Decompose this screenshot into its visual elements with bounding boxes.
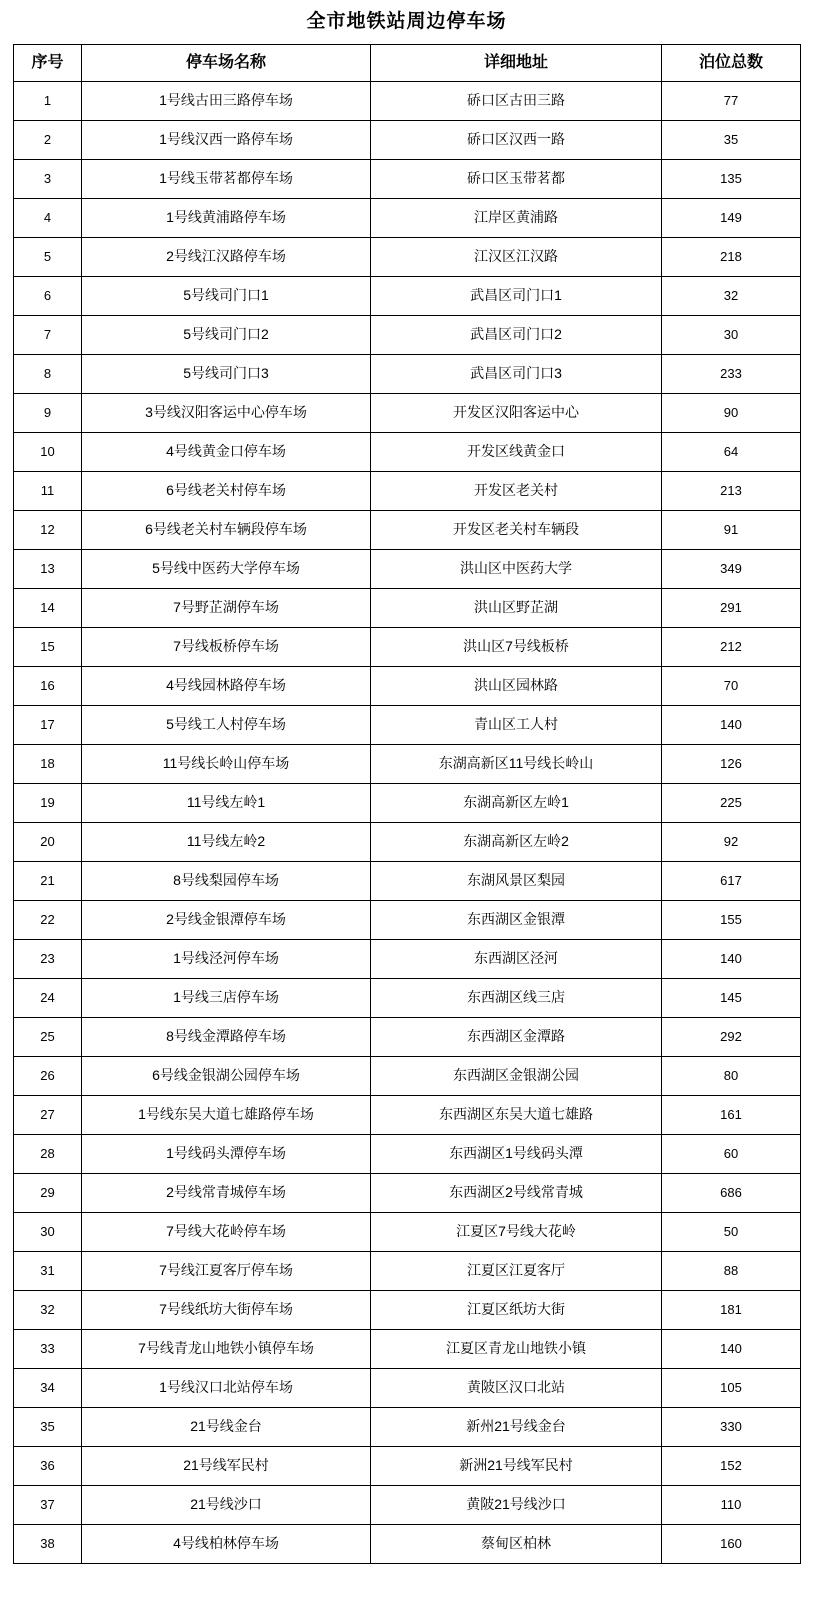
cell-total: 617 [662, 861, 801, 900]
cell-total: 155 [662, 900, 801, 939]
cell-address: 洪山区园林路 [371, 666, 662, 705]
cell-address: 江夏区7号线大花岭 [371, 1212, 662, 1251]
cell-index: 36 [14, 1446, 82, 1485]
cell-index: 35 [14, 1407, 82, 1446]
cell-address: 东西湖区金银湖公园 [371, 1056, 662, 1095]
table-row [14, 432, 801, 471]
cell-total: 686 [662, 1173, 801, 1212]
cell-address: 东湖高新区左岭1 [371, 783, 662, 822]
cell-name: 11号线长岭山停车场 [82, 744, 371, 783]
table-row [14, 1095, 801, 1134]
cell-name: 5号线司门口2 [82, 315, 371, 354]
cell-total: 77 [662, 81, 801, 120]
column-header-name: 停车场名称 [82, 44, 371, 81]
cell-name: 5号线司门口3 [82, 354, 371, 393]
cell-index: 9 [14, 393, 82, 432]
cell-index: 10 [14, 432, 82, 471]
cell-total: 161 [662, 1095, 801, 1134]
cell-total: 110 [662, 1485, 801, 1524]
cell-address: 武昌区司门口1 [371, 276, 662, 315]
table-row [14, 81, 801, 120]
cell-total: 32 [662, 276, 801, 315]
cell-total: 50 [662, 1212, 801, 1251]
table-row [14, 1290, 801, 1329]
table-row [14, 1212, 801, 1251]
table-row [14, 705, 801, 744]
cell-total: 330 [662, 1407, 801, 1446]
cell-total: 225 [662, 783, 801, 822]
table-row [14, 1329, 801, 1368]
cell-address: 东湖高新区11号线长岭山 [371, 744, 662, 783]
cell-index: 8 [14, 354, 82, 393]
cell-index: 25 [14, 1017, 82, 1056]
cell-index: 37 [14, 1485, 82, 1524]
table-row [14, 978, 801, 1017]
table-row [14, 393, 801, 432]
cell-total: 233 [662, 354, 801, 393]
cell-address: 江夏区青龙山地铁小镇 [371, 1329, 662, 1368]
cell-total: 213 [662, 471, 801, 510]
table-row [14, 822, 801, 861]
table-row [14, 666, 801, 705]
cell-address: 东西湖区东吴大道七雄路 [371, 1095, 662, 1134]
cell-name: 21号线军民村 [82, 1446, 371, 1485]
table-body [14, 81, 801, 1563]
table-row [14, 1407, 801, 1446]
cell-address: 黄陂21号线沙口 [371, 1485, 662, 1524]
cell-name: 2号线常青城停车场 [82, 1173, 371, 1212]
table-row [14, 861, 801, 900]
cell-address: 开发区老关村车辆段 [371, 510, 662, 549]
cell-index: 29 [14, 1173, 82, 1212]
cell-name: 5号线中医药大学停车场 [82, 549, 371, 588]
cell-name: 7号线板桥停车场 [82, 627, 371, 666]
cell-index: 30 [14, 1212, 82, 1251]
cell-index: 28 [14, 1134, 82, 1173]
column-header-address: 详细地址 [371, 44, 662, 81]
cell-total: 140 [662, 1329, 801, 1368]
cell-index: 22 [14, 900, 82, 939]
cell-index: 32 [14, 1290, 82, 1329]
table-row [14, 783, 801, 822]
cell-total: 140 [662, 939, 801, 978]
cell-name: 7号线大花岭停车场 [82, 1212, 371, 1251]
cell-index: 5 [14, 237, 82, 276]
cell-total: 88 [662, 1251, 801, 1290]
cell-total: 70 [662, 666, 801, 705]
table-row [14, 354, 801, 393]
cell-name: 7号线江夏客厅停车场 [82, 1251, 371, 1290]
cell-name: 6号线老关村车辆段停车场 [82, 510, 371, 549]
cell-total: 149 [662, 198, 801, 237]
cell-name: 1号线三店停车场 [82, 978, 371, 1017]
cell-address: 新洲21号线军民村 [371, 1446, 662, 1485]
cell-index: 24 [14, 978, 82, 1017]
cell-index: 14 [14, 588, 82, 627]
cell-address: 洪山区7号线板桥 [371, 627, 662, 666]
table-row [14, 588, 801, 627]
cell-total: 140 [662, 705, 801, 744]
cell-address: 东西湖区泾河 [371, 939, 662, 978]
cell-name: 1号线泾河停车场 [82, 939, 371, 978]
cell-address: 洪山区野芷湖 [371, 588, 662, 627]
cell-name: 7号线纸坊大街停车场 [82, 1290, 371, 1329]
cell-index: 4 [14, 198, 82, 237]
cell-address: 东西湖区金银潭 [371, 900, 662, 939]
cell-index: 38 [14, 1524, 82, 1563]
cell-address: 洪山区中医药大学 [371, 549, 662, 588]
cell-name: 2号线江汉路停车场 [82, 237, 371, 276]
cell-address: 硚口区汉西一路 [371, 120, 662, 159]
cell-address: 武昌区司门口2 [371, 315, 662, 354]
table-row [14, 549, 801, 588]
cell-total: 181 [662, 1290, 801, 1329]
table-row [14, 1485, 801, 1524]
cell-total: 90 [662, 393, 801, 432]
table-row [14, 315, 801, 354]
cell-name: 3号线汉阳客运中心停车场 [82, 393, 371, 432]
cell-name: 8号线梨园停车场 [82, 861, 371, 900]
table-row [14, 1017, 801, 1056]
cell-total: 212 [662, 627, 801, 666]
cell-name: 1号线汉口北站停车场 [82, 1368, 371, 1407]
cell-total: 160 [662, 1524, 801, 1563]
table-row [14, 1173, 801, 1212]
cell-index: 16 [14, 666, 82, 705]
cell-total: 349 [662, 549, 801, 588]
cell-name: 6号线金银湖公园停车场 [82, 1056, 371, 1095]
parking-lot-table [13, 44, 801, 1564]
cell-name: 4号线黄金口停车场 [82, 432, 371, 471]
table-row [14, 159, 801, 198]
table-row [14, 1251, 801, 1290]
table-row [14, 939, 801, 978]
table-header [14, 44, 801, 81]
cell-name: 6号线老关村停车场 [82, 471, 371, 510]
cell-name: 1号线东吴大道七雄路停车场 [82, 1095, 371, 1134]
cell-total: 291 [662, 588, 801, 627]
cell-total: 135 [662, 159, 801, 198]
cell-address: 东西湖区线三店 [371, 978, 662, 1017]
cell-name: 7号线青龙山地铁小镇停车场 [82, 1329, 371, 1368]
cell-total: 60 [662, 1134, 801, 1173]
cell-address: 东西湖区2号线常青城 [371, 1173, 662, 1212]
cell-total: 152 [662, 1446, 801, 1485]
cell-address: 开发区老关村 [371, 471, 662, 510]
cell-index: 26 [14, 1056, 82, 1095]
table-row [14, 1446, 801, 1485]
cell-address: 青山区工人村 [371, 705, 662, 744]
page-title: 全市地铁站周边停车场 [306, 11, 507, 32]
cell-address: 东湖风景区梨园 [371, 861, 662, 900]
cell-index: 18 [14, 744, 82, 783]
cell-index: 20 [14, 822, 82, 861]
table-row [14, 1368, 801, 1407]
cell-address: 新州21号线金台 [371, 1407, 662, 1446]
cell-index: 13 [14, 549, 82, 588]
column-header-total: 泊位总数 [662, 44, 801, 81]
cell-address: 黄陂区汉口北站 [371, 1368, 662, 1407]
table-row [14, 237, 801, 276]
cell-index: 17 [14, 705, 82, 744]
cell-total: 292 [662, 1017, 801, 1056]
cell-index: 21 [14, 861, 82, 900]
cell-total: 35 [662, 120, 801, 159]
cell-index: 15 [14, 627, 82, 666]
cell-total: 126 [662, 744, 801, 783]
table-row [14, 900, 801, 939]
cell-address: 江夏区江夏客厅 [371, 1251, 662, 1290]
cell-address: 武昌区司门口3 [371, 354, 662, 393]
cell-total: 64 [662, 432, 801, 471]
cell-address: 硚口区玉带茗都 [371, 159, 662, 198]
cell-address: 东西湖区1号线码头潭 [371, 1134, 662, 1173]
cell-address: 蔡甸区柏林 [371, 1524, 662, 1563]
cell-address: 开发区汉阳客运中心 [371, 393, 662, 432]
cell-name: 1号线玉带茗都停车场 [82, 159, 371, 198]
cell-address: 东西湖区金潭路 [371, 1017, 662, 1056]
cell-total: 91 [662, 510, 801, 549]
cell-name: 5号线司门口1 [82, 276, 371, 315]
cell-total: 145 [662, 978, 801, 1017]
cell-name: 1号线汉西一路停车场 [82, 120, 371, 159]
cell-total: 105 [662, 1368, 801, 1407]
table-row [14, 627, 801, 666]
cell-name: 1号线古田三路停车场 [82, 81, 371, 120]
cell-total: 218 [662, 237, 801, 276]
cell-name: 4号线园林路停车场 [82, 666, 371, 705]
cell-index: 34 [14, 1368, 82, 1407]
cell-total: 92 [662, 822, 801, 861]
cell-name: 11号线左岭2 [82, 822, 371, 861]
cell-name: 8号线金潭路停车场 [82, 1017, 371, 1056]
table-row [14, 198, 801, 237]
table-row [14, 744, 801, 783]
cell-address: 江岸区黄浦路 [371, 198, 662, 237]
cell-index: 7 [14, 315, 82, 354]
cell-index: 33 [14, 1329, 82, 1368]
cell-index: 19 [14, 783, 82, 822]
cell-name: 21号线沙口 [82, 1485, 371, 1524]
cell-address: 江汉区江汉路 [371, 237, 662, 276]
cell-address: 江夏区纸坊大街 [371, 1290, 662, 1329]
cell-name: 5号线工人村停车场 [82, 705, 371, 744]
column-header-index: 序号 [14, 44, 82, 81]
cell-name: 2号线金银潭停车场 [82, 900, 371, 939]
cell-name: 11号线左岭1 [82, 783, 371, 822]
cell-index: 27 [14, 1095, 82, 1134]
table-row [14, 276, 801, 315]
table-row [14, 1524, 801, 1563]
table-row [14, 510, 801, 549]
cell-index: 31 [14, 1251, 82, 1290]
cell-index: 11 [14, 471, 82, 510]
cell-name: 1号线码头潭停车场 [82, 1134, 371, 1173]
cell-address: 开发区线黄金口 [371, 432, 662, 471]
cell-index: 12 [14, 510, 82, 549]
cell-total: 30 [662, 315, 801, 354]
cell-name: 7号野芷湖停车场 [82, 588, 371, 627]
cell-index: 23 [14, 939, 82, 978]
table-row [14, 120, 801, 159]
table-row [14, 1134, 801, 1173]
table-header-row [14, 44, 801, 81]
table-row [14, 471, 801, 510]
cell-index: 3 [14, 159, 82, 198]
cell-name: 4号线柏林停车场 [82, 1524, 371, 1563]
table-row [14, 1056, 801, 1095]
cell-total: 80 [662, 1056, 801, 1095]
cell-index: 1 [14, 81, 82, 120]
cell-index: 2 [14, 120, 82, 159]
cell-name: 1号线黄浦路停车场 [82, 198, 371, 237]
cell-address: 硚口区古田三路 [371, 81, 662, 120]
cell-address: 东湖高新区左岭2 [371, 822, 662, 861]
cell-index: 6 [14, 276, 82, 315]
cell-name: 21号线金台 [82, 1407, 371, 1446]
